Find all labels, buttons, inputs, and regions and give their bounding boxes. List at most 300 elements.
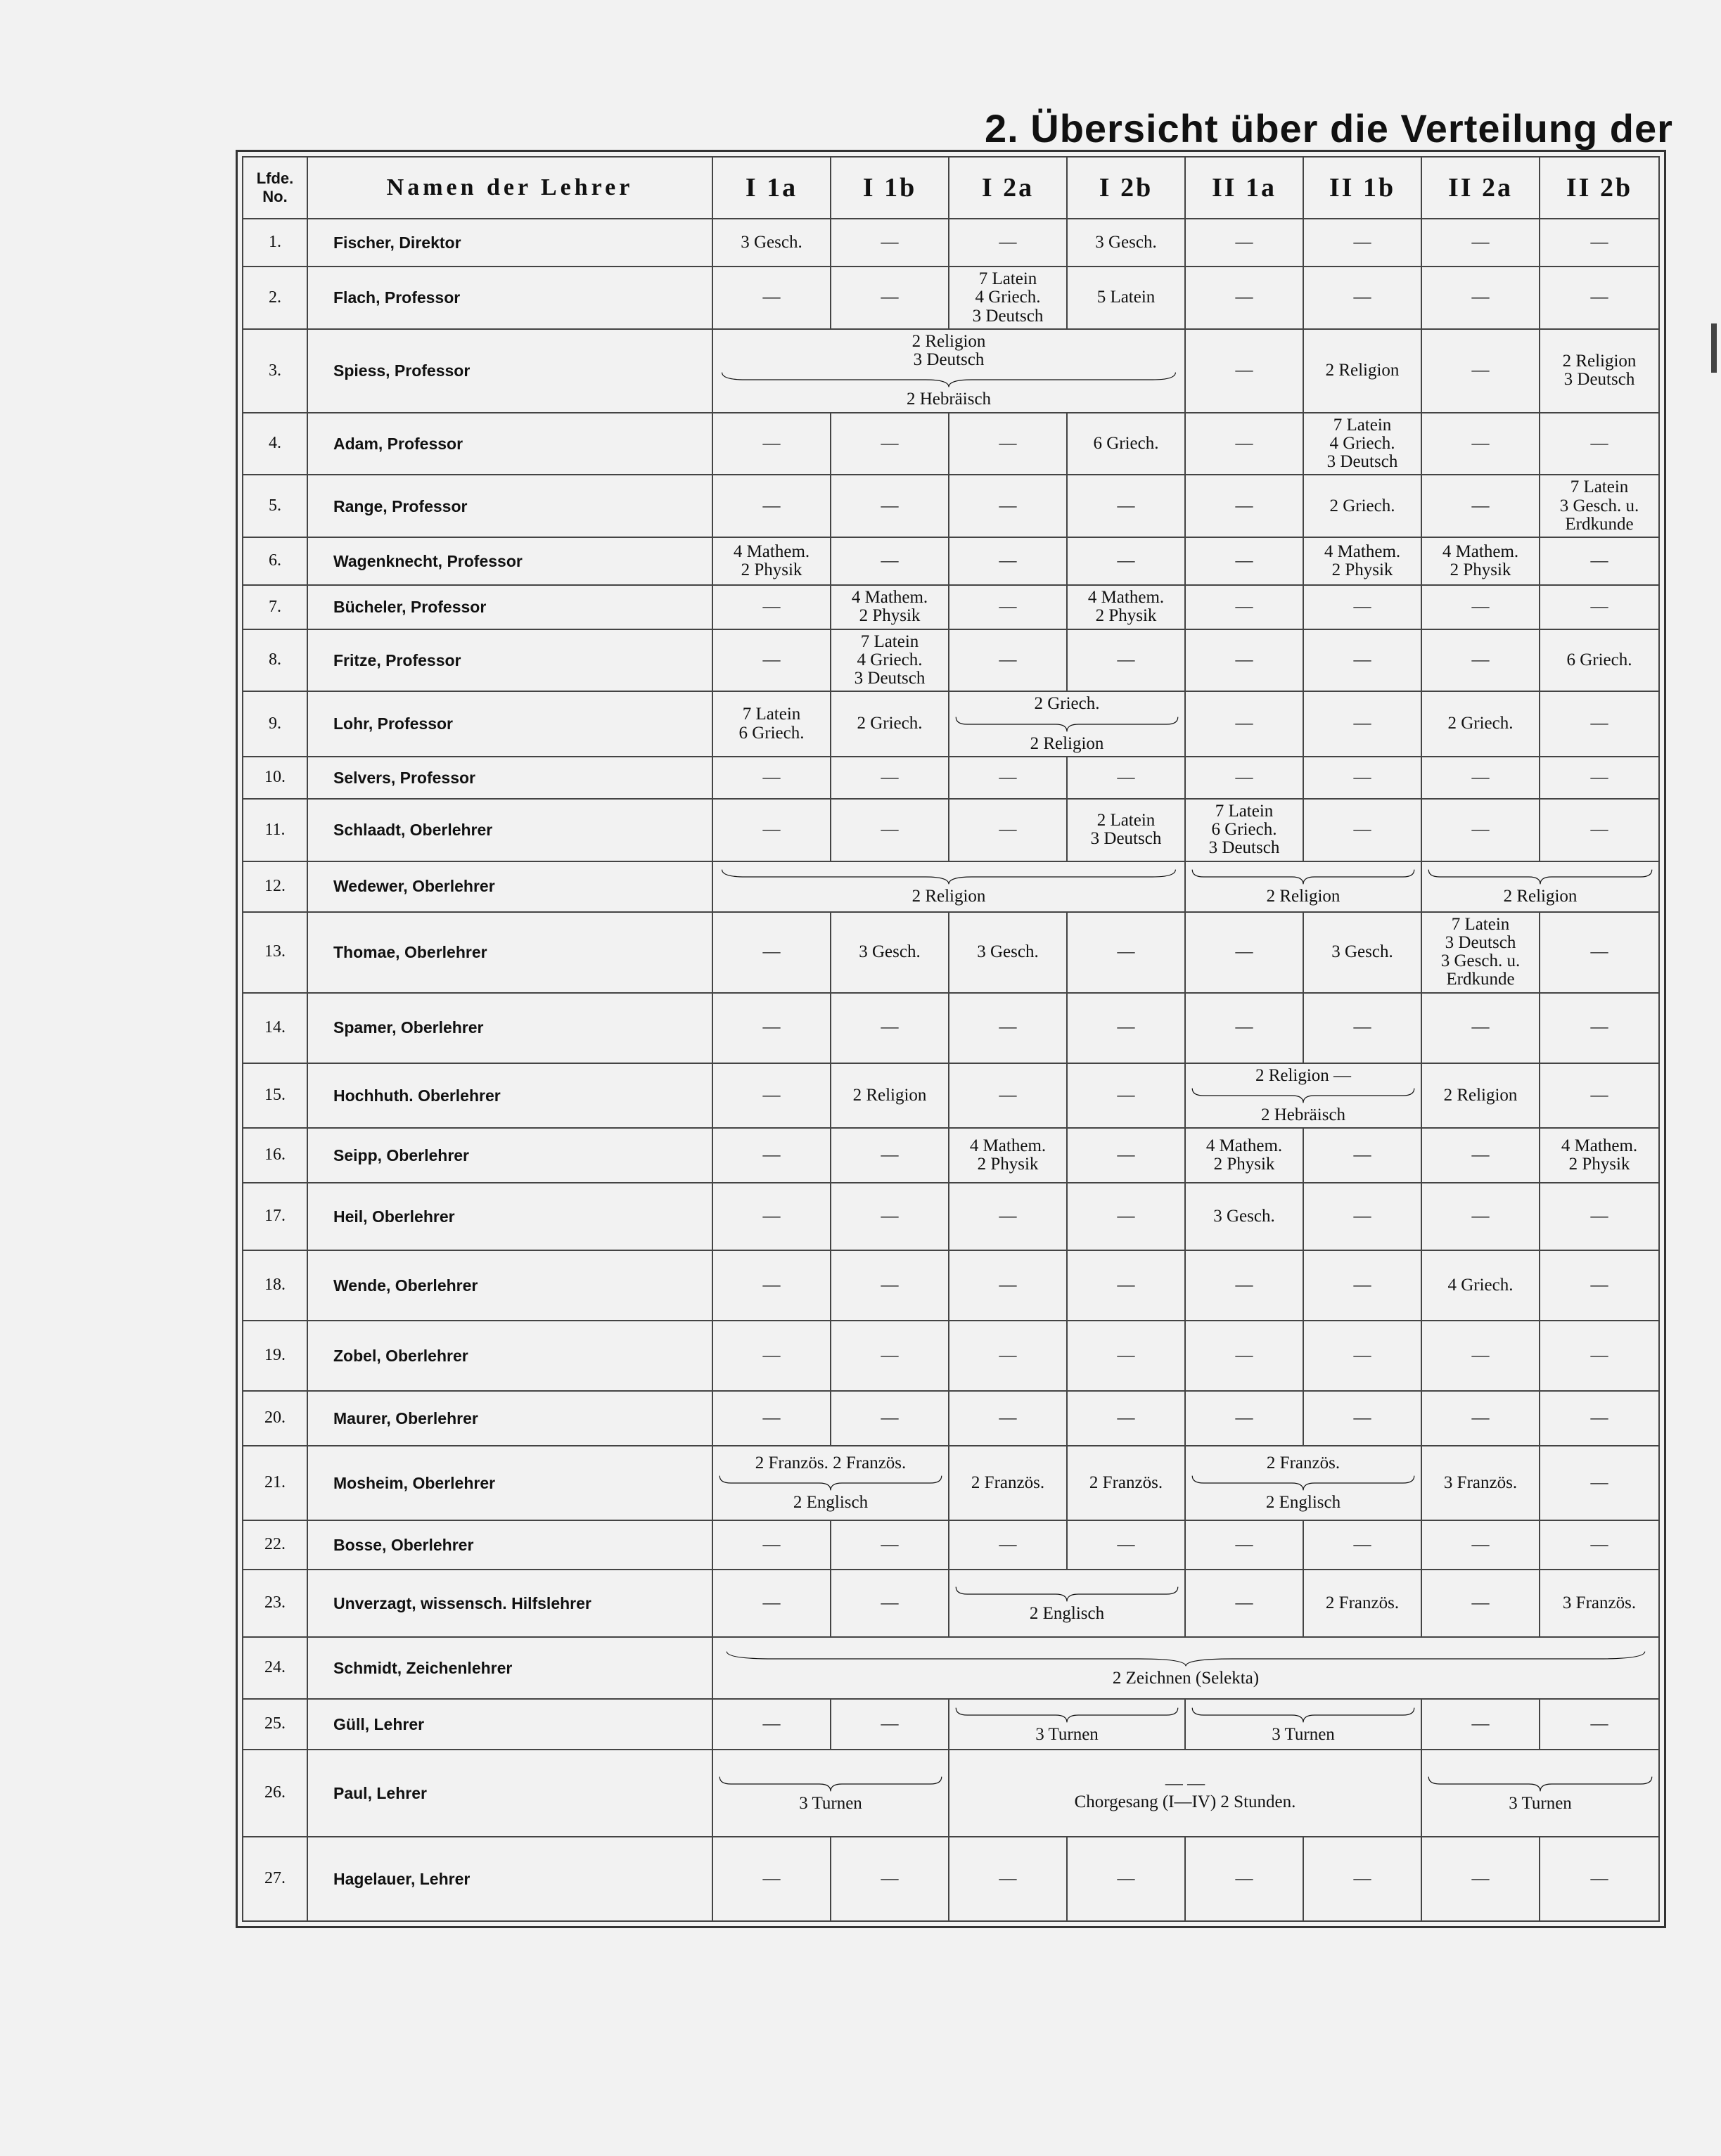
curly-brace [717, 1474, 944, 1492]
table-row [243, 993, 1659, 1063]
teacher-name: Spiess, Professor [307, 329, 712, 413]
assignment-text: — [1590, 433, 1608, 453]
assignment-text: 4 Mathem. 2 Physik [733, 541, 810, 579]
assignment-cell [949, 475, 1067, 537]
assignment-cell [1185, 475, 1303, 537]
assignment-cell [712, 1750, 949, 1837]
assignment-cell [1185, 757, 1303, 799]
assignment-cell [1421, 912, 1540, 993]
table-row [243, 475, 1659, 537]
shared-assignment-text: 2 Zeichnen (Selekta) [1112, 1668, 1260, 1688]
column-header-class: II 1b [1303, 157, 1421, 219]
assignment-text: — [1353, 1275, 1371, 1295]
assignment-cell [1067, 537, 1185, 585]
assignment-text: — [1471, 232, 1490, 252]
curly-brace [717, 371, 1180, 389]
assignment-cell [949, 691, 1185, 757]
assignment-cell [1540, 1183, 1659, 1250]
assignment-text: — [881, 232, 899, 252]
assignment-text: 2 Französ. [1089, 1472, 1163, 1492]
assignment-cell [712, 1128, 831, 1183]
assignment-cell [1303, 1183, 1421, 1250]
teacher-name: Spamer, Oberlehrer [307, 993, 712, 1063]
row-number: 24. [243, 1637, 307, 1699]
assignment-text: — [999, 433, 1017, 453]
assignment-cell [831, 1391, 949, 1446]
assignment-cell [949, 1063, 1067, 1129]
assignment-cell [949, 629, 1067, 692]
teacher-name: Seipp, Oberlehrer [307, 1128, 712, 1183]
curly-brace [717, 868, 1180, 886]
page-edge-mark [1711, 323, 1717, 373]
teacher-name: Bosse, Oberlehrer [307, 1520, 712, 1570]
assignment-cell [1421, 1699, 1540, 1750]
table-row [243, 691, 1659, 757]
assignment-cell [949, 1128, 1067, 1183]
assignment-cell [1540, 1699, 1659, 1750]
assignment-cell [949, 267, 1067, 329]
teacher-name: Thomae, Oberlehrer [307, 912, 712, 993]
assignment-text: 4 Mathem. 2 Physik [1205, 1136, 1283, 1174]
table-row [243, 329, 1659, 413]
assignment-text: — [1590, 1472, 1608, 1492]
assignment-text: — [1235, 361, 1253, 380]
assignment-cell [1421, 329, 1540, 413]
assignment-text: — [881, 496, 899, 515]
assignment-cell [831, 1321, 949, 1391]
assignment-cell [712, 585, 831, 629]
assignment-cell [712, 1570, 831, 1637]
table-row [243, 861, 1659, 912]
table-row [243, 219, 1659, 267]
assignment-text: 4 Mathem. 2 Physik [1087, 588, 1165, 626]
assignment-cell [1303, 629, 1421, 692]
assignment-cell [831, 475, 949, 537]
table-row [243, 912, 1659, 993]
column-header-number: Lfde. No. [243, 157, 307, 219]
assignment-text: — [1590, 1206, 1608, 1226]
shared-assignment-text: 3 Turnen [799, 1793, 862, 1813]
assignment-text: — [1117, 1345, 1135, 1365]
assignment-text: 7 Latein 4 Griech. 3 Deutsch [972, 269, 1044, 326]
assignment-text: 6 Griech. [1566, 650, 1632, 669]
column-header-class: I 2a [949, 157, 1067, 219]
assignment-cell [1303, 537, 1421, 585]
teacher-name: Hagelauer, Lehrer [307, 1837, 712, 1921]
assignment-text: — [762, 1593, 781, 1612]
assignment-cell [1540, 1520, 1659, 1570]
assignment-cell [1421, 1570, 1540, 1637]
assignment-text: — [1235, 551, 1253, 570]
assignment-text: — [999, 1408, 1017, 1427]
assignment-text: — [1117, 1868, 1135, 1888]
table-row [243, 1637, 1659, 1699]
assignment-text: — [1235, 597, 1253, 617]
assignment-cell [1540, 219, 1659, 267]
assignment-cell [1185, 329, 1303, 413]
row-number: 23. [243, 1570, 307, 1637]
assignment-cell [1067, 1321, 1185, 1391]
assignment-cell [712, 1183, 831, 1250]
teacher-name: Güll, Lehrer [307, 1699, 712, 1750]
row-number: 1. [243, 219, 307, 267]
assignment-text: — [1471, 650, 1490, 669]
assignment-text: 2 Französ. [1325, 1593, 1400, 1612]
assignment-cell [712, 1321, 831, 1391]
assignment-cell [831, 1570, 949, 1637]
assignment-text: — [1353, 767, 1371, 787]
assignment-cell [1185, 413, 1303, 475]
assignment-text: — [1590, 1275, 1608, 1295]
assignment-text: 2 Französ. [1266, 1453, 1341, 1472]
row-number: 8. [243, 629, 307, 692]
assignment-text: — [881, 1593, 899, 1612]
assignment-text: 7 Latein 3 Gesch. u. Erdkunde [1559, 477, 1639, 534]
assignment-cell [1303, 799, 1421, 861]
assignment-cell [712, 912, 831, 993]
assignment-cell [1421, 1183, 1540, 1250]
assignment-cell [1303, 1837, 1421, 1921]
assignment-text: — [881, 1534, 899, 1554]
assignment-text: — [1590, 1085, 1608, 1105]
row-number: 2. [243, 267, 307, 329]
teacher-name: Paul, Lehrer [307, 1750, 712, 1837]
assignment-cell [1067, 1183, 1185, 1250]
assignment-cell [949, 1391, 1067, 1446]
row-number: 13. [243, 912, 307, 993]
assignment-text: 3 Französ. [1562, 1593, 1637, 1612]
assignment-cell [831, 993, 949, 1063]
assignment-text: 3 Gesch. [859, 942, 921, 961]
row-number: 20. [243, 1391, 307, 1446]
assignment-text: — [762, 433, 781, 453]
assignment-cell [1067, 1391, 1185, 1446]
assignment-text: — [1590, 942, 1608, 961]
assignment-text: — [1117, 1085, 1135, 1105]
assignment-cell [1421, 629, 1540, 692]
assignment-cell [949, 219, 1067, 267]
assignment-text: — [762, 767, 781, 787]
assignment-text: — [1590, 820, 1608, 839]
assignment-text: — [999, 820, 1017, 839]
teacher-name: Adam, Professor [307, 413, 712, 475]
assignment-text: — [1353, 597, 1371, 617]
assignment-text: — [881, 1868, 899, 1888]
curly-brace [954, 1585, 1180, 1603]
table-row [243, 1250, 1659, 1321]
assignment-text: — [762, 1714, 781, 1733]
curly-brace [717, 1650, 1654, 1668]
assignment-cell [712, 329, 1185, 413]
assignment-cell [1303, 1250, 1421, 1321]
assignment-cell [949, 1570, 1185, 1637]
curly-brace [1190, 1706, 1416, 1724]
assignment-cell [1185, 267, 1303, 329]
assignment-text: — [881, 1275, 899, 1295]
assignment-cell [1067, 993, 1185, 1063]
teacher-name: Heil, Oberlehrer [307, 1183, 712, 1250]
assignment-text: 4 Mathem. 2 Physik [851, 588, 928, 626]
assignment-cell [1067, 757, 1185, 799]
assignment-cell [1185, 1321, 1303, 1391]
assignment-text: 2 Griech. [857, 714, 923, 733]
assignment-cell [1303, 219, 1421, 267]
assignment-text: 2 Französ. 2 Französ. [755, 1453, 907, 1472]
assignment-cell [1303, 912, 1421, 993]
assignment-text: 7 Latein 4 Griech. 3 Deutsch [1326, 415, 1398, 471]
assignment-cell [1303, 1391, 1421, 1446]
assignment-cell [1421, 757, 1540, 799]
assignment-cell [712, 1520, 831, 1570]
assignment-cell [1540, 1837, 1659, 1921]
column-header-class: I 1a [712, 157, 831, 219]
column-header-class: II 2a [1421, 157, 1540, 219]
assignment-cell [1185, 1837, 1303, 1921]
assignment-cell [712, 629, 831, 692]
assignment-cell [1540, 1063, 1659, 1129]
assignment-text: — [1235, 1593, 1253, 1612]
teacher-name: Hochhuth. Oberlehrer [307, 1063, 712, 1129]
assignment-text: — [1117, 767, 1135, 787]
assignment-cell [712, 1446, 949, 1520]
assignment-cell [1185, 1570, 1303, 1637]
assignment-cell [1421, 1520, 1540, 1570]
row-number: 26. [243, 1750, 307, 1837]
assignment-text: — [1235, 232, 1253, 252]
assignment-cell [1540, 1446, 1659, 1520]
assignment-text: 5 Latein [1096, 288, 1156, 307]
assignment-text: — [1471, 820, 1490, 839]
assignment-text: 2 Religion 3 Deutsch [1562, 351, 1637, 390]
shared-assignment-text: 2 Religion [1503, 887, 1578, 906]
table-row [243, 1446, 1659, 1520]
assignment-cell [1185, 1063, 1421, 1129]
teacher-name: Wende, Oberlehrer [307, 1250, 712, 1321]
table-row [243, 585, 1659, 629]
assignment-text: — [762, 1085, 781, 1105]
assignment-cell [1540, 1321, 1659, 1391]
assignment-cell [1421, 861, 1659, 912]
assignment-cell [831, 799, 949, 861]
row-number: 7. [243, 585, 307, 629]
assignment-text: — [1471, 496, 1490, 515]
assignment-text: — [1471, 1206, 1490, 1226]
assignment-cell [1185, 1520, 1303, 1570]
assignment-text: — [762, 942, 781, 961]
assignment-cell [831, 912, 949, 993]
column-header-class: II 1a [1185, 157, 1303, 219]
shared-assignment-text: 2 Englisch [793, 1493, 869, 1512]
assignment-cell [1540, 585, 1659, 629]
assignment-cell [1067, 1250, 1185, 1321]
row-number: 3. [243, 329, 307, 413]
assignment-text: — [999, 767, 1017, 787]
assignment-cell [712, 861, 1185, 912]
assignment-text: — [1471, 433, 1490, 453]
assignment-text: 2 Religion [1443, 1085, 1518, 1105]
column-header-class: I 2b [1067, 157, 1185, 219]
assignment-cell [1067, 585, 1185, 629]
assignment-cell [949, 413, 1067, 475]
assignment-text: 3 Gesch. [1213, 1206, 1275, 1226]
assignment-text: — [1235, 714, 1253, 733]
assignment-text: — [1353, 1345, 1371, 1365]
assignment-text: — [1471, 767, 1490, 787]
assignment-cell [831, 629, 949, 692]
assignment-text: — [999, 1275, 1017, 1295]
assignment-cell [712, 413, 831, 475]
assignment-text: — [762, 1345, 781, 1365]
assignment-text: 2 Griech. [1034, 694, 1100, 714]
assignment-text: 2 Griech. [1447, 714, 1514, 733]
assignment-text: — [881, 551, 899, 570]
curly-brace [1426, 1775, 1654, 1793]
assignment-cell [1540, 629, 1659, 692]
assignment-text: — [999, 597, 1017, 617]
row-number: 15. [243, 1063, 307, 1129]
assignment-text: 6 Griech. [1093, 433, 1159, 453]
assignment-text: — [1471, 1345, 1490, 1365]
teacher-name: Range, Professor [307, 475, 712, 537]
teacher-name: Schmidt, Zeichenlehrer [307, 1637, 712, 1699]
shared-assignment-text: 2 Englisch [1029, 1603, 1105, 1623]
assignment-text: — [1353, 1868, 1371, 1888]
shared-assignment-text: 2 Hebräisch [1260, 1105, 1346, 1124]
assignment-text: — [1353, 650, 1371, 669]
assignment-text: — [1590, 1408, 1608, 1427]
assignment-cell [1303, 757, 1421, 799]
assignment-cell [1303, 1128, 1421, 1183]
table-row [243, 1570, 1659, 1637]
assignment-text: — [1590, 1868, 1608, 1888]
assignment-cell [1185, 861, 1421, 912]
shared-assignment-text: Chorgesang (I—IV) 2 Stunden. [1074, 1792, 1296, 1811]
assignment-text: — [1471, 1408, 1490, 1427]
assignment-text: — [762, 1206, 781, 1226]
assignment-text: — [1353, 232, 1371, 252]
table-row [243, 1321, 1659, 1391]
teacher-name: Wagenknecht, Professor [307, 537, 712, 585]
row-number: 4. [243, 413, 307, 475]
assignment-cell [831, 1250, 949, 1321]
assignment-cell [712, 267, 831, 329]
assignment-text: — [1117, 1018, 1135, 1037]
assignment-text: — [762, 1534, 781, 1554]
assignment-text: — [1353, 820, 1371, 839]
assignment-text: 7 Latein 6 Griech. 3 Deutsch [1208, 801, 1280, 858]
assignment-text: — [762, 1408, 781, 1427]
row-number: 27. [243, 1837, 307, 1921]
assignment-cell [1421, 1446, 1540, 1520]
row-number: 6. [243, 537, 307, 585]
assignment-text: — [1471, 1868, 1490, 1888]
assignment-cell [831, 691, 949, 757]
assignment-text: — [1590, 597, 1608, 617]
assignment-cell [1540, 537, 1659, 585]
assignment-cell [831, 413, 949, 475]
assignment-text: — [1235, 1408, 1253, 1427]
assignment-text: — [762, 1275, 781, 1295]
assignment-cell [712, 475, 831, 537]
assignment-text: — — [1165, 1773, 1205, 1793]
assignment-cell [1421, 1750, 1659, 1837]
assignment-cell [1185, 912, 1303, 993]
assignment-text: — [1117, 496, 1135, 515]
row-number: 25. [243, 1699, 307, 1750]
table-row [243, 757, 1659, 799]
assignment-text: — [999, 1085, 1017, 1105]
table-row [243, 413, 1659, 475]
assignment-cell [1185, 1699, 1421, 1750]
assignment-text: 4 Mathem. 2 Physik [1324, 541, 1401, 579]
assignment-cell [712, 537, 831, 585]
assignment-cell [1540, 1570, 1659, 1637]
assignment-text: 2 Religion — [1255, 1065, 1352, 1085]
assignment-cell [1185, 1250, 1303, 1321]
row-number: 19. [243, 1321, 307, 1391]
assignment-cell [1185, 219, 1303, 267]
assignment-cell [1067, 1063, 1185, 1129]
assignment-cell [831, 1128, 949, 1183]
assignment-text: — [762, 650, 781, 669]
assignment-cell [1303, 1570, 1421, 1637]
shared-assignment-text: 2 Religion [1030, 733, 1104, 753]
assignment-cell [1421, 1391, 1540, 1446]
table-row [243, 1391, 1659, 1446]
assignment-cell [831, 585, 949, 629]
assignment-cell [1185, 585, 1303, 629]
assignment-cell [1185, 537, 1303, 585]
assignment-text: 2 Griech. [1329, 496, 1395, 515]
assignment-text: — [881, 288, 899, 307]
assignment-text: 4 Mathem. 2 Physik [969, 1136, 1047, 1174]
assignment-cell [1303, 585, 1421, 629]
row-number: 11. [243, 799, 307, 861]
assignment-text: — [1353, 1018, 1371, 1037]
assignment-text: — [1117, 1145, 1135, 1164]
assignment-text: — [762, 496, 781, 515]
assignment-text: 7 Latein 6 Griech. [738, 705, 805, 743]
assignment-cell [1540, 267, 1659, 329]
assignment-cell [831, 1699, 949, 1750]
table-row [243, 1128, 1659, 1183]
assignment-cell [1303, 267, 1421, 329]
assignment-text: — [762, 1018, 781, 1037]
assignment-text: — [1235, 767, 1253, 787]
assignment-text: — [1590, 551, 1608, 570]
table-row [243, 1183, 1659, 1250]
assignment-cell [1540, 475, 1659, 537]
assignment-text: — [1353, 1206, 1371, 1226]
assignment-cell [831, 1063, 949, 1129]
row-number: 10. [243, 757, 307, 799]
assignment-text: 2 Religion [852, 1085, 927, 1105]
shared-assignment-text: 2 Hebräisch [906, 390, 992, 409]
assignment-cell [1303, 691, 1421, 757]
assignment-cell [1185, 799, 1303, 861]
assignment-text: — [1235, 650, 1253, 669]
assignment-cell [949, 1183, 1067, 1250]
assignment-text: — [881, 1714, 899, 1733]
assignment-cell [1421, 475, 1540, 537]
assignment-text: — [1471, 361, 1490, 380]
assignment-text: — [1590, 288, 1608, 307]
assignment-text: — [762, 597, 781, 617]
teacher-name: Maurer, Oberlehrer [307, 1391, 712, 1446]
assignment-text: — [1117, 551, 1135, 570]
assignment-text: — [881, 1206, 899, 1226]
assignment-cell [1067, 475, 1185, 537]
